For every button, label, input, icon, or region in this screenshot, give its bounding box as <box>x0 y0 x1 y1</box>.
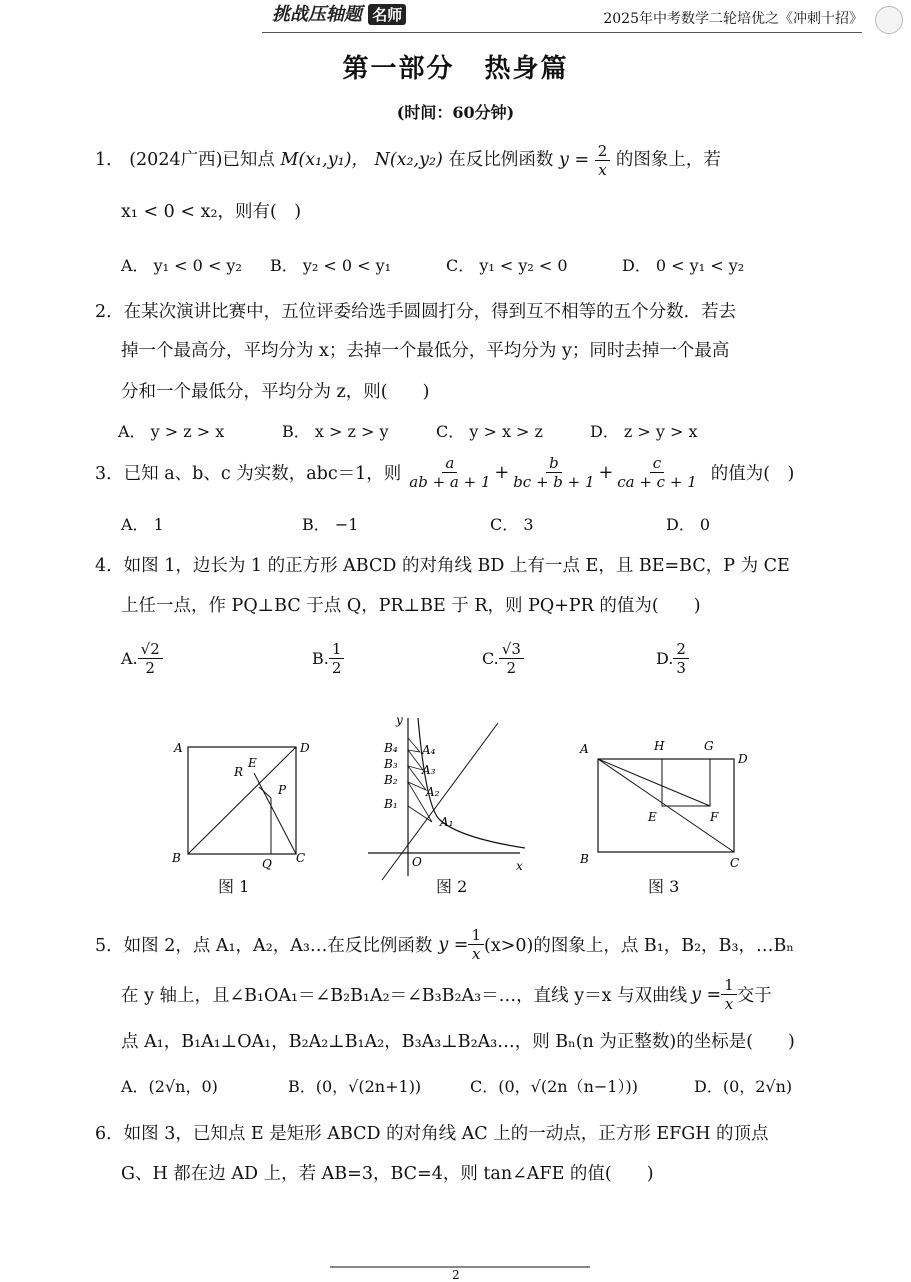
q5-option-c[interactable]: C．(0，√(2n（n−1）)) <box>470 1077 638 1096</box>
q1-point-m: M(x₁,y₁)， <box>280 150 369 170</box>
fig1-label-q: Q <box>262 857 272 870</box>
section-title <box>0 48 911 85</box>
q5-func-fraction-2 <box>721 976 737 1013</box>
q5-func: y = <box>438 934 469 955</box>
q4-option-b[interactable] <box>312 640 344 677</box>
q3-fraction-3 <box>617 454 697 491</box>
fig1-label-p: P <box>278 783 287 797</box>
q4-c-den: 2 <box>506 659 517 677</box>
figure-1 <box>160 730 330 870</box>
q1-text-c: 的图象上，若 <box>615 150 721 170</box>
figure-3 <box>572 735 762 875</box>
fig2-label-y: y <box>396 713 403 727</box>
fig1-segment-pr <box>259 787 271 798</box>
q4-c-num: √3 <box>499 640 524 659</box>
fig1-label-c: C <box>296 851 306 865</box>
q2-text-1: 在某次演讲比赛中，五位评委给选手圆圆打分，得到互不相等的五个分数．若去 <box>123 302 737 322</box>
q4-a-label: A. <box>121 649 138 668</box>
q5-option-d[interactable]: D．(0，2√n) <box>694 1077 793 1096</box>
fig3-label-g: G <box>704 739 714 753</box>
q4-a-fraction <box>138 640 163 677</box>
q3-text: 已知 a、b、c 为实数，abc＝1，则 <box>123 464 402 484</box>
q4-c-label: C. <box>482 649 499 668</box>
fig3-label-b: B <box>580 852 589 866</box>
time-limit: (时间：60分钟) <box>396 103 515 122</box>
q5-func-2: y = <box>691 984 722 1005</box>
q4-b-den: 2 <box>331 659 342 677</box>
fig2-line-y-eq-x <box>382 723 498 880</box>
q5-func-fraction <box>468 926 484 963</box>
q2-option-c[interactable]: C． y > x > z <box>436 422 543 441</box>
q1-option-c[interactable]: C． y₁ < y₂ < 0 <box>446 256 568 275</box>
question-1-line1 <box>95 142 721 179</box>
q1-func-num: 2 <box>595 142 611 161</box>
q4-number: 4． <box>95 556 124 576</box>
q1-text-b: 在反比例函数 <box>448 150 554 170</box>
fig2-label-x: x <box>516 859 523 873</box>
fig2-label-a4: A₄ <box>422 743 436 757</box>
q3-option-a[interactable]: A． 1 <box>121 515 164 534</box>
question-2-line1 <box>95 298 736 323</box>
fig1-label-b: B <box>172 851 181 865</box>
q3-fraction-1 <box>409 454 490 491</box>
q5-text-d: 交于 <box>736 986 772 1006</box>
q5-func-num-2: 1 <box>721 976 737 995</box>
q3-option-c[interactable]: C． 3 <box>490 515 534 534</box>
question-4-line2: 上任一点，作 PQ⊥BC 于点 Q，PR⊥BE 于 R，则 PQ+PR 的值为( ) <box>121 596 701 616</box>
q3-f1-den: ab + a + 1 <box>409 473 491 491</box>
overlay-circle-button[interactable] <box>875 6 903 34</box>
q4-b-label: B. <box>312 649 329 668</box>
q2-option-a[interactable]: A． y > z > x <box>118 422 225 441</box>
q5-text-b: (x>0)的图象上，点 B₁，B₂，B₃，…Bₙ <box>484 936 794 956</box>
question-5-line3: 点 A₁，B₁A₁⊥OA₁，B₂A₂⊥B₁A₂，B₃A₃⊥B₂A₃…，则 Bₙ(n 为正整数)的坐标是( ) <box>121 1032 795 1052</box>
q6-text-1: 如图 3，已知点 E 是矩形 ABCD 的对角线 AC 上的一动点，正方形 EFGH 的顶点 <box>123 1124 769 1144</box>
q4-a-num: √2 <box>138 640 163 659</box>
q1-option-b[interactable]: B． y₂ < 0 < y₁ <box>270 256 392 275</box>
book-title: 2025年中考数学二轮培优之《冲刺十招》 <box>603 11 863 27</box>
q1-number: 1． <box>95 150 124 170</box>
q3-f3-num: c <box>650 454 664 473</box>
fig2-hyperbola <box>418 718 525 848</box>
q1-option-d[interactable]: D． 0 < y₁ < y₂ <box>622 256 745 275</box>
q5-func-num: 1 <box>468 926 484 945</box>
page-number: 2 <box>452 1268 460 1282</box>
q4-option-a[interactable] <box>121 640 163 677</box>
fig3-label-e: E <box>648 810 657 824</box>
fig3-label-d: D <box>738 752 748 766</box>
q1-point-n: N(x₂,y₂) <box>374 150 443 170</box>
fig2-label-o: O <box>412 855 422 869</box>
fig1-label-r: R <box>234 765 244 779</box>
q3-f2-den: bc + b + 1 <box>513 473 595 491</box>
q1-func-fraction <box>595 142 611 179</box>
q5-text-c: 在 y 轴上，且∠B₁OA₁＝∠B₂B₁A₂＝∠B₃B₂A₃＝…，直线 y＝x 与双曲线 <box>121 986 688 1006</box>
fig3-label-f: F <box>710 810 719 824</box>
question-2-line3: 分和一个最低分，平均分为 z，则( ) <box>121 382 430 402</box>
q3-fraction-2 <box>513 454 594 491</box>
q4-option-c[interactable] <box>482 640 524 677</box>
question-5-line1 <box>95 926 794 963</box>
q4-b-num: 1 <box>329 640 345 659</box>
q4-a-den: 2 <box>145 659 155 677</box>
question-4-line1 <box>95 552 790 577</box>
q4-d-den: 3 <box>676 659 686 677</box>
fig3-segment-af <box>598 759 710 806</box>
question-5-line2 <box>121 976 772 1013</box>
fig1-label-e: E <box>248 756 257 770</box>
q5-func-den: x <box>472 945 481 963</box>
fig1-label-a: A <box>174 741 183 755</box>
q4-c-fraction <box>499 640 524 677</box>
q3-f2-num: b <box>546 454 562 473</box>
q4-option-d[interactable] <box>656 640 689 677</box>
footer-divider <box>330 1266 590 1268</box>
title-part2: 热身篇 <box>484 54 569 84</box>
fig3-label-c: C <box>730 856 740 870</box>
figure-2 <box>360 708 530 888</box>
q1-func-den: x <box>598 161 607 179</box>
q3-option-b[interactable]: B． −1 <box>302 515 359 534</box>
fig2-label-a3: A₃ <box>422 763 436 777</box>
q3-tail: 的值为( ) <box>710 464 795 484</box>
fig3-square-efgh <box>662 759 710 806</box>
q4-d-label: D. <box>656 649 674 668</box>
q4-text-1: 如图 1，边长为 1 的正方形 ABCD 的对角线 BD 上有一点 E，且 BE=BC，P 为 CE <box>123 556 790 576</box>
q2-option-b[interactable]: B． x > z > y <box>282 422 389 441</box>
fig3-label-h: H <box>654 739 665 753</box>
header-divider <box>262 32 862 33</box>
fig3-label-a: A <box>580 742 589 756</box>
question-1-line2: x₁ < 0 < x₂，则有( ) <box>121 202 302 222</box>
fig1-diagonal-bd <box>188 747 296 854</box>
q2-number: 2． <box>95 302 124 322</box>
q6-number: 6． <box>95 1124 124 1144</box>
q3-number: 3． <box>95 464 124 484</box>
q3-plus-1: + <box>494 462 510 483</box>
logo-text: 挑战压轴题 <box>272 4 362 25</box>
q2-option-d[interactable]: D． z > y > x <box>590 422 698 441</box>
fig2-label-b4: B₄ <box>384 741 398 755</box>
q3-f3-den: ca + c + 1 <box>617 473 697 491</box>
fig2-label-b2: B₂ <box>384 773 398 787</box>
fig2-label-b3: B₃ <box>384 757 398 771</box>
fig2-label-a1: A₁ <box>440 815 454 829</box>
fig2-caption: 图 2 <box>436 877 468 896</box>
q3-plus-2: + <box>598 462 614 483</box>
fig1-label-d: D <box>300 741 310 755</box>
q4-d-fraction <box>673 640 689 677</box>
title-part1: 第一部分 <box>342 54 455 84</box>
book-logo <box>272 0 472 25</box>
fig1-segment-ce <box>254 773 296 854</box>
fig2-label-b1: B₁ <box>384 797 398 811</box>
q5-number: 5． <box>95 936 124 956</box>
q5-option-b[interactable]: B．(0，√(2n+1)) <box>288 1077 422 1096</box>
logo-seal: 名师 <box>368 4 406 25</box>
question-3-line1 <box>95 454 794 491</box>
fig1-caption: 图 1 <box>218 877 250 896</box>
question-6-line1 <box>95 1120 769 1145</box>
q5-func-den-2: x <box>724 995 734 1013</box>
q3-f1-num: a <box>442 454 457 473</box>
q1-func: y = <box>559 150 590 170</box>
question-6-line2: G、H 都在边 AD 上，若 AB=3，BC=4，则 tan∠AFE 的值( ) <box>121 1164 654 1184</box>
q1-text-a: (2024广西)已知点 <box>129 150 275 170</box>
q4-d-num: 2 <box>673 640 689 659</box>
fig2-label-a2: A₂ <box>426 785 440 799</box>
fig3-caption: 图 3 <box>648 877 680 896</box>
question-2-line2: 掉一个最高分，平均分为 x；去掉一个最低分，平均分为 y；同时去掉一个最高 <box>121 341 730 361</box>
q5-option-a[interactable]: A．(2√n，0) <box>121 1077 218 1096</box>
q5-text-a: 如图 2，点 A₁，A₂，A₃…在反比例函数 <box>123 936 433 956</box>
q3-option-d[interactable]: D． 0 <box>666 515 711 534</box>
q1-option-a[interactable]: A． y₁ < 0 < y₂ <box>121 256 242 275</box>
q4-b-fraction <box>329 640 345 677</box>
